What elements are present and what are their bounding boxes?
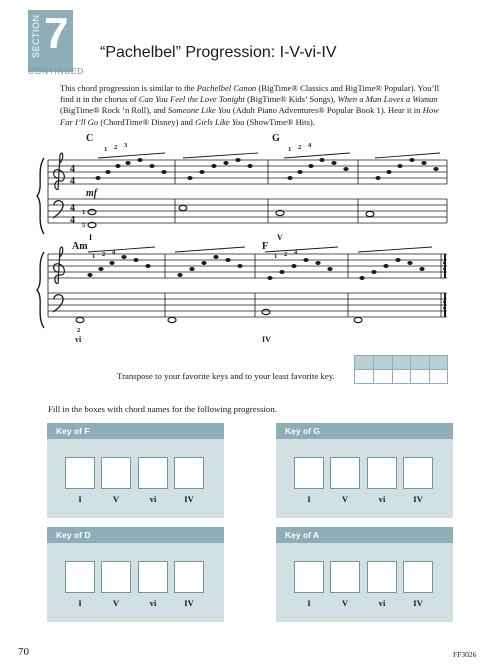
key-label: Key of G [285,426,320,436]
numeral-label: IV [413,598,423,608]
beams-1 [98,153,440,158]
transpose-instruction: Transpose to your favorite keys and to your least favorite key. [117,371,335,381]
bass-clef-icon [53,201,63,218]
whole-notes-1 [88,205,374,227]
key-label: Key of D [56,530,91,540]
numeral-label: vi [149,598,157,608]
numeral-v: V [277,233,283,242]
chord-am: Am [72,241,88,252]
chord-slot[interactable] [101,457,131,489]
chord-slot[interactable] [403,561,433,593]
numeral-label: I [307,598,311,608]
continued-label: CONTINUED [28,66,84,76]
page-number: 70 [18,646,29,658]
chord-f: F [262,241,269,252]
chord-slot[interactable] [330,561,360,593]
treble-clef-icon-2 [54,247,65,284]
key-box-g [276,423,453,518]
finger-2: 2 [114,144,118,151]
time-bottom-1b: 4 [70,215,75,226]
product-code: FF3026 [453,650,477,659]
chord-slot[interactable] [294,561,324,593]
numeral-label: I [78,494,82,504]
fillin-instruction: Fill in the boxes with chord names for the following progression. [48,404,277,414]
chord-slot[interactable] [101,561,131,593]
page-title: “Pachelbel” Progression: I-V-vi-IV [100,44,337,61]
finger-9: 4 [112,249,116,256]
treble-clef-icon [54,153,65,190]
lh-finger-2: 2 [77,327,81,334]
system-2 [37,247,447,328]
finger-10: 1 [274,253,278,260]
finger-6: 4 [308,142,312,149]
numeral-label: IV [413,494,423,504]
finger-1: 1 [104,146,108,153]
lh-finger-1: 1 [82,209,86,216]
chord-slot[interactable] [330,457,360,489]
chord-slot[interactable] [367,561,397,593]
system-1 [37,153,447,234]
chord-slot[interactable] [65,457,95,489]
numeral-label: V [112,598,120,608]
barlines-1 [48,160,447,223]
numeral-vi: vi [75,335,82,344]
chord-slot[interactable] [367,457,397,489]
key-label: Key of F [56,426,90,436]
finger-12: 4 [294,249,298,256]
transpose-grid [354,355,448,384]
chord-c: C [86,133,94,144]
finger-5: 2 [298,144,302,151]
grand-staff-brace [37,158,44,234]
dynamic-mf: mf [86,188,98,199]
numeral-label: V [341,494,349,504]
key-box-d [47,527,224,622]
bass-staff-1 [48,199,447,223]
grand-staff-brace-2 [37,252,44,328]
section-number: 7 [44,9,69,58]
lh-finger-5: 5 [82,222,86,229]
numeral-iv: IV [262,335,271,344]
time-top-1: 4 [70,164,75,175]
chord-slot[interactable] [65,561,95,593]
numeral-label: V [341,598,349,608]
numeral-i: I [89,233,93,242]
bass-clef-icon-2 [53,295,63,312]
finger-4: 1 [288,146,292,153]
finger-7: 1 [92,253,96,260]
numeral-label: IV [184,494,194,504]
time-top-1b: 4 [70,203,75,214]
finger-3: 3 [124,142,128,149]
chord-g: G [272,133,280,144]
whole-notes-2 [76,309,362,322]
chord-slot[interactable] [174,561,204,593]
beams-2 [88,247,432,252]
notes-2 [87,255,445,309]
notes-1 [95,158,438,180]
numeral-label: V [112,494,120,504]
chord-slot[interactable] [294,457,324,489]
chord-slot[interactable] [138,457,168,489]
chord-slot[interactable] [403,457,433,489]
bass-staff-2 [48,293,447,317]
chord-slot[interactable] [138,561,168,593]
numeral-label: I [307,494,311,504]
numeral-label: I [78,598,82,608]
key-label: Key of A [285,530,320,540]
chord-slot[interactable] [174,457,204,489]
key-box-a [276,527,453,622]
finger-8: 2 [102,251,106,258]
time-bottom-1: 4 [70,176,75,187]
numeral-label: vi [378,598,386,608]
numeral-label: IV [184,598,194,608]
intro-paragraph: This chord progression is similar to the Pachelbel Canon (BigTime® Classics and BigTime® Popular). You’ll find it in the chorus of Can You Feel the Love Tonight (BigTime® Kids’ Songs), When a Man Loves a Woman (BigTime® Rock ’n Roll), and Someone Like You (Adult Piano Adventures® Popular Book 1). Hear it in How Far I’ll Go (ChordTime® Disney) and Girls Like You (ShowTime® Hits). [60,83,440,127]
finger-11: 2 [284,251,288,258]
section-word: SECTION [31,14,41,58]
numeral-label: vi [378,494,386,504]
key-box-f [47,423,224,518]
numeral-label: vi [149,494,157,504]
barlines-2 [48,254,445,317]
